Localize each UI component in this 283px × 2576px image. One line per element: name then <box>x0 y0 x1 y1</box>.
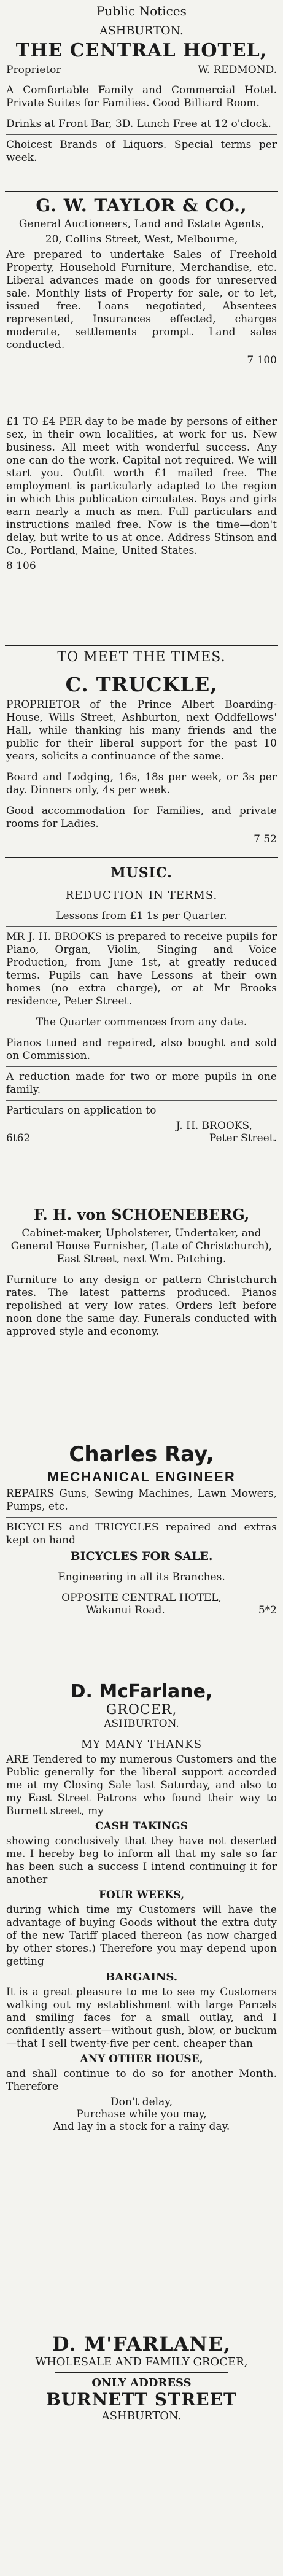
proprietor-name: W. REDMOND. <box>198 64 277 76</box>
divider <box>6 926 277 927</box>
mcfarlane-body-1: ARE Tendered to my numerous Customers and the Public generally for the liberal support accorded me at my Closing Sale last Saturday, and also to my East Street Patrons who found their way to Burnett street, my <box>6 1753 277 1817</box>
ray-footer <box>6 1604 277 1616</box>
newspaper-page <box>5 0 278 2576</box>
music-footer <box>6 1132 277 1144</box>
ray-ref: 5*2 <box>258 1604 277 1616</box>
music-pianos: Pianos tuned and repaired, also bought and sold on Commission. <box>6 1037 277 1062</box>
taylor-name: G. W. TAYLOR & CO., <box>36 195 247 215</box>
ray-road: Wakanui Road. <box>86 1604 165 1616</box>
taylor-body: Are prepared to undertake Sales of Freehold Property, Household Furniture, Merchandise, etc. Liberal advances made on goods for unreserved sale. Monthly lists of Property for sale, or to let, issued free. Loans negotiated, Absentees represented, Insurances effected, charges moderate, settlements prompt. Land sales conducted. <box>6 249 277 351</box>
mcfarlane-ad <box>5 1672 278 2326</box>
truckle-body: PROPRIETOR of the Prince Albert Boarding-House, Wills Street, Ashburton, next Oddfellows' Hall, while thanking his many friends and the public for their liberal support for the past 10 years, solicits a continuance of the same. <box>6 699 277 762</box>
mcfarlane-body-2: showing conclusively that they have not deserted me. I hereby beg to inform all that my sale so far has been such a success I intend continuing it for another <box>6 1835 277 1886</box>
music-title: MUSIC. <box>110 865 173 881</box>
truckle-motto: TO MEET THE TIMES. <box>57 650 226 665</box>
mcfarlane-weeks: FOUR WEEKS, <box>98 1889 185 1901</box>
divider <box>55 2372 228 2373</box>
mcfarlane2-name: D. M'FARLANE, <box>52 2332 231 2356</box>
ray-repairs: REPAIRS Guns, Sewing Machines, Lawn Mowers, Pumps, etc. <box>6 1488 277 1513</box>
mcfarlane-trade: GROCER, <box>106 1702 177 1718</box>
ray-title: MECHANICAL ENGINEER <box>47 1469 236 1484</box>
hotel-name: THE CENTRAL HOTEL, <box>15 40 268 61</box>
mcfarlane-line-2: Purchase while you may, <box>76 2108 207 2120</box>
ray-location: OPPOSITE CENTRAL HOTEL, <box>61 1592 222 1604</box>
truckle-name: C. TRUCKLE, <box>65 673 218 696</box>
schoeneberg-name: F. H. von SCHOENEBERG, <box>33 1206 250 1224</box>
mcfarlane-others: ANY OTHER HOUSE, <box>80 2053 203 2065</box>
taylor-ref: 7 100 <box>247 354 277 367</box>
ray-name: Charles Ray, <box>69 1442 214 1467</box>
mcfarlane-name: D. McFarlane, <box>70 1681 213 1702</box>
mcfarlane2-street: BURNETT STREET <box>46 2389 237 2410</box>
taylor-ad <box>5 192 278 409</box>
music-family: A reduction made for two or more pupils in one family. <box>6 1071 277 1096</box>
music-particulars: Particulars on application to <box>6 1104 157 1117</box>
ray-bicycles: BICYCLES and TRICYCLES repaired and extras kept on hand <box>6 1521 277 1546</box>
mcfarlane-line-3: And lay in a stock for a rainy day. <box>53 2120 230 2133</box>
truckle-accommodation: Good accommodation for Families, and private rooms for Ladies. <box>6 805 277 830</box>
mcfarlane-town: ASHBURTON. <box>104 1718 179 1730</box>
mcfarlane-line-1: Don't delay, <box>110 2096 173 2108</box>
ray-for-sale: BICYCLES FOR SALE. <box>70 1550 213 1563</box>
music-ref: 6t62 <box>6 1132 31 1144</box>
hotel-town: ASHBURTON. <box>99 24 184 37</box>
truckle-ad <box>5 646 278 858</box>
music-address: Peter Street. <box>209 1132 277 1144</box>
hotel-liquors: Choicest Brands of Liquors. Special terms per week. <box>6 139 277 164</box>
hotel-drinks: Drinks at Front Bar, 3D. Lunch Free at 12 o'clock. <box>6 118 271 130</box>
mcfarlane-body-3: during which time my Customers will have the advantage of buying Goods without the extra duty of the new Tariff placed thereon (as now charged by other stores.) Therefore you may depend upon getting <box>6 1904 277 1968</box>
taylor-address: 20, Collins Street, West, Melbourne, <box>45 233 238 246</box>
divider <box>6 134 277 135</box>
schoeneberg-body: Furniture to any design or pattern Christchurch rates. The latest patterns produced. Pianos repolished at very low rates. Orders left before noon done the same day. Funerals conducted with approved style and economy. <box>6 1274 277 1338</box>
music-body: MR J. H. BROOKS is prepared to receive pupils for Piano, Organ, Violin, Singing and Voice Production, from June 1st, at greatly reduced terms. Pupils can have Lessons at their own homes (no extra charge), or at Mr Brooks residence, Peter Street. <box>6 931 277 1007</box>
truckle-rates: Board and Lodging, 16s, 18s per week, or 3s per day. Dinners only, 4s per week. <box>6 771 277 796</box>
music-ad <box>5 858 278 1198</box>
hotel-proprietor-line <box>6 64 277 76</box>
mcfarlane-body-4: It is a great pleasure to me to see my Customers walking out my establishment with large Parcels and smiling faces for a small outlay, and I confidently assert—without gush, blow, or buckum—that I sell twenty-five per cent. cheaper than <box>6 1986 277 2050</box>
mcfarlane2-town: ASHBURTON. <box>101 2410 182 2423</box>
music-signature: J. H. BROOKS, <box>176 1120 252 1132</box>
schoeneberg-ad <box>5 1198 278 1438</box>
stinson-ad <box>5 409 278 646</box>
taylor-trade: General Auctioneers, Land and Estate Agents, <box>18 218 265 230</box>
mcfarlane-address-ad <box>5 2326 278 2429</box>
page-title: Public Notices <box>5 0 278 20</box>
central-hotel-ad <box>5 20 278 192</box>
divider <box>6 1517 277 1518</box>
music-lessons: Lessons from £1 1s per Quarter. <box>56 910 227 922</box>
schoeneberg-trade: Cabinet-maker, Upholsterer, Undertaker, and General House Furnisher, (Late of Christchurch), East Street, next Wm. Patching. <box>10 1227 273 1265</box>
mcfarlane-cash: CASH TAKINGS <box>95 1820 188 1833</box>
stinson-body: £1 TO £4 PER day to be made by persons of either sex, in their own localities, at work for us. New business. All meet with wonderful success. Any one can do the work. Capital not required. We will start you. Outfit worth £1 mailed free. The employment is particularly adapted to the region in which this publication circulates. Boys and girls earn nearly a much as men. Full particulars and instructions mailed free. Now is the time—don't delay, but write to us at once. Address Stinson and Co., Portland, Maine, United States. <box>6 416 277 557</box>
proprietor-label: Proprietor <box>6 64 61 76</box>
music-reduction: REDUCTION IN TERMS. <box>65 889 218 902</box>
music-quarter: The Quarter commences from any date. <box>36 1016 247 1028</box>
stinson-ref: 8 106 <box>6 560 36 572</box>
hotel-description: A Comfortable Family and Commercial Hotel. Private Suites for Families. Good Billiard Room. <box>6 84 277 109</box>
mcfarlane-body-5: and shall continue to do so for another Month. Therefore <box>6 2068 277 2093</box>
truckle-ref: 7 52 <box>254 833 277 845</box>
mcfarlane2-only: ONLY ADDRESS <box>91 2376 192 2389</box>
mcfarlane-thanks: MY MANY THANKS <box>80 1738 203 1751</box>
divider <box>6 1066 277 1067</box>
mcfarlane-bargains: BARGAINS. <box>106 1971 177 1984</box>
mcfarlane2-trade: WHOLESALE AND FAMILY GROCER, <box>35 2356 248 2368</box>
divider <box>6 1100 277 1101</box>
ray-ad <box>5 1438 278 1672</box>
ray-engineering: Engineering in all its Branches. <box>58 1571 225 1583</box>
